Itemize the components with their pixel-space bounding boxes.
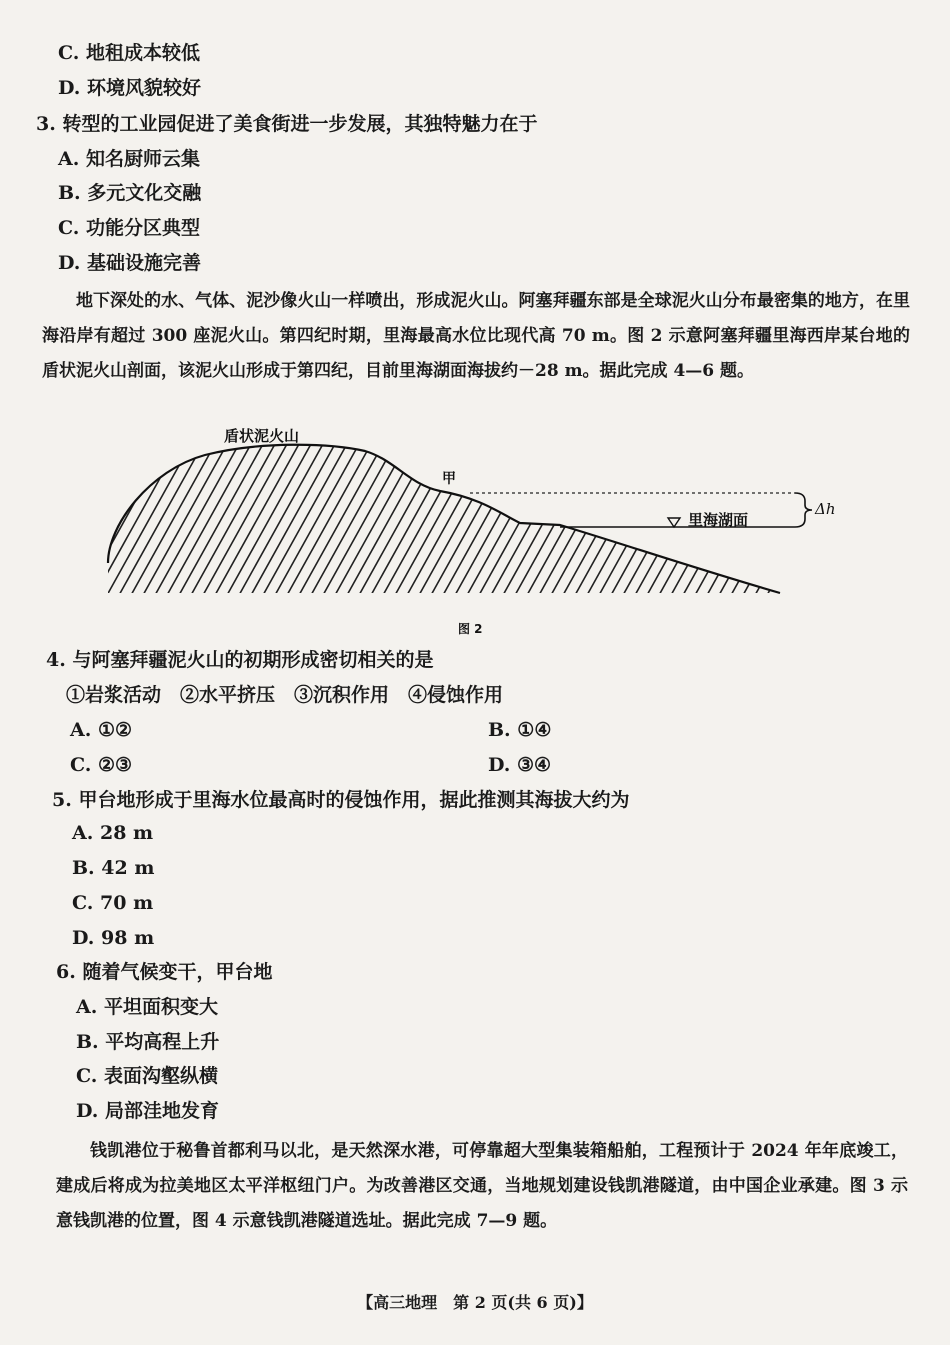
hatch-line [12, 435, 112, 615]
hatch-line [276, 435, 376, 615]
label-shield-volcano: 盾状泥火山 [224, 427, 300, 445]
hatch-line [180, 435, 280, 615]
q4-stem: 4. 与阿塞拜疆泥火山的初期形成密切相关的是 [46, 649, 434, 671]
page-footer: 【高三地理 第 2 页(共 6 页)】 [357, 1293, 593, 1312]
hatch-line [444, 435, 544, 615]
q5-stem: 5. 甲台地形成于里海水位最高时的侵蚀作用，据此推测其海拔大约为 [52, 789, 630, 811]
q6-option-a: A. 平坦面积变大 [76, 996, 218, 1018]
figure-caption: 图 2 [458, 622, 483, 636]
label-jia: 甲 [442, 471, 456, 487]
hatch-line [324, 435, 424, 615]
q4-items: ①岩浆活动 ②水平挤压 ③沉积作用 ④侵蚀作用 [66, 684, 504, 706]
hatch-line [552, 435, 652, 615]
label-caspian-surface: 里海湖面 [688, 511, 749, 529]
hatch-line [36, 435, 136, 615]
q6-option-c: C. 表面沟壑纵横 [76, 1065, 219, 1087]
hatch-line [384, 435, 484, 615]
hatch-line [204, 435, 304, 615]
hatch-line [432, 435, 532, 615]
q4-option-a: A. ①② [70, 719, 133, 741]
hatch-line [348, 435, 448, 615]
q2-option-c: C. 地租成本较低 [58, 42, 201, 64]
label-delta-h: Δh [815, 500, 836, 518]
hatch-line [216, 435, 316, 615]
hatch-line [756, 435, 856, 615]
mud-volcano-profile-diagram [0, 415, 950, 650]
hatch-line [420, 435, 520, 615]
hatch-line [264, 435, 364, 615]
hatch-line [24, 435, 124, 615]
hatch-line [0, 435, 100, 615]
q6-option-b: B. 平均高程上升 [76, 1031, 220, 1053]
hatch-line [84, 435, 184, 615]
water-level-icon [668, 518, 680, 527]
q5-option-c: C. 70 m [72, 892, 154, 914]
hatch-line [120, 435, 220, 615]
hatch-line [240, 435, 340, 615]
hatch-line [144, 435, 244, 615]
q3-stem: 3. 转型的工业园促进了美食街进一步发展，其独特魅力在于 [36, 113, 538, 135]
q5-option-b: B. 42 m [72, 857, 155, 879]
hatch-line [480, 435, 580, 615]
hatch-line [396, 435, 496, 615]
hatch-line [48, 435, 148, 615]
hatch-line [300, 435, 400, 615]
q5-option-d: D. 98 m [72, 927, 155, 949]
q3-option-b: B. 多元文化交融 [58, 182, 202, 204]
hatch-line [108, 435, 208, 615]
q5-option-a: A. 28 m [72, 822, 154, 844]
q3-option-c: C. 功能分区典型 [58, 217, 201, 239]
hatch-line [516, 435, 616, 615]
q6-stem: 6. 随着气候变干，甲台地 [56, 961, 273, 983]
q4-option-c: C. ②③ [70, 754, 133, 776]
hatch-line [192, 435, 292, 615]
hatch-line [156, 435, 256, 615]
hatch-line [576, 435, 676, 615]
passage-mud-volcano [42, 284, 910, 389]
hatch-line [96, 435, 196, 615]
hatch-line [60, 435, 160, 615]
q4-option-d: D. ③④ [488, 754, 552, 776]
hatch-line [360, 435, 460, 615]
delta-h-brace [795, 493, 812, 527]
q2-option-d: D. 环境风貌较好 [58, 77, 202, 99]
figure-2 [0, 415, 950, 650]
q3-option-a: A. 知名厨师云集 [58, 148, 200, 170]
hatch-line [288, 435, 388, 615]
hatch-line [132, 435, 232, 615]
hatch-line [408, 435, 508, 615]
hatch-line [252, 435, 352, 615]
hatch-line [600, 435, 700, 615]
hatch-line [744, 435, 844, 615]
hatch-line [564, 435, 664, 615]
q4-option-b: B. ①④ [488, 719, 552, 741]
hatch-line [228, 435, 328, 615]
hatch-line [312, 435, 412, 615]
passage-chancay-port [56, 1134, 908, 1239]
hatch-line [72, 435, 172, 615]
passage-chancay-port-text: 钱凯港位于秘鲁首都利马以北，是天然深水港，可停靠超大型集装箱船舶，工程预计于 2024 年年底竣工，建成后将成为拉美地区太平洋枢纽门户。为改善港区交通，当地规划建设钱凯港隧道，由中国企业承建。图 3 示意钱凯港的位置，图 4 示意钱凯港隧道选址。据此完成 7—9 题。 [56, 1141, 908, 1231]
q6-option-d: D. 局部洼地发育 [76, 1100, 220, 1122]
passage-mud-volcano-text: 地下深处的水、气体、泥沙像火山一样喷出，形成泥火山。阿塞拜疆东部是全球泥火山分布最密集的地方，在里海沿岸有超过 300 座泥火山。第四纪时期，里海最高水位比现代高 70 m。图 2 示意阿塞拜疆里海西岸某台地的盾状泥火山剖面，该泥火山形成于第四纪，目前里海湖面海拔约－28 m。据此完成 4—6 题。 [42, 291, 910, 381]
q3-option-d: D. 基础设施完善 [58, 252, 202, 274]
